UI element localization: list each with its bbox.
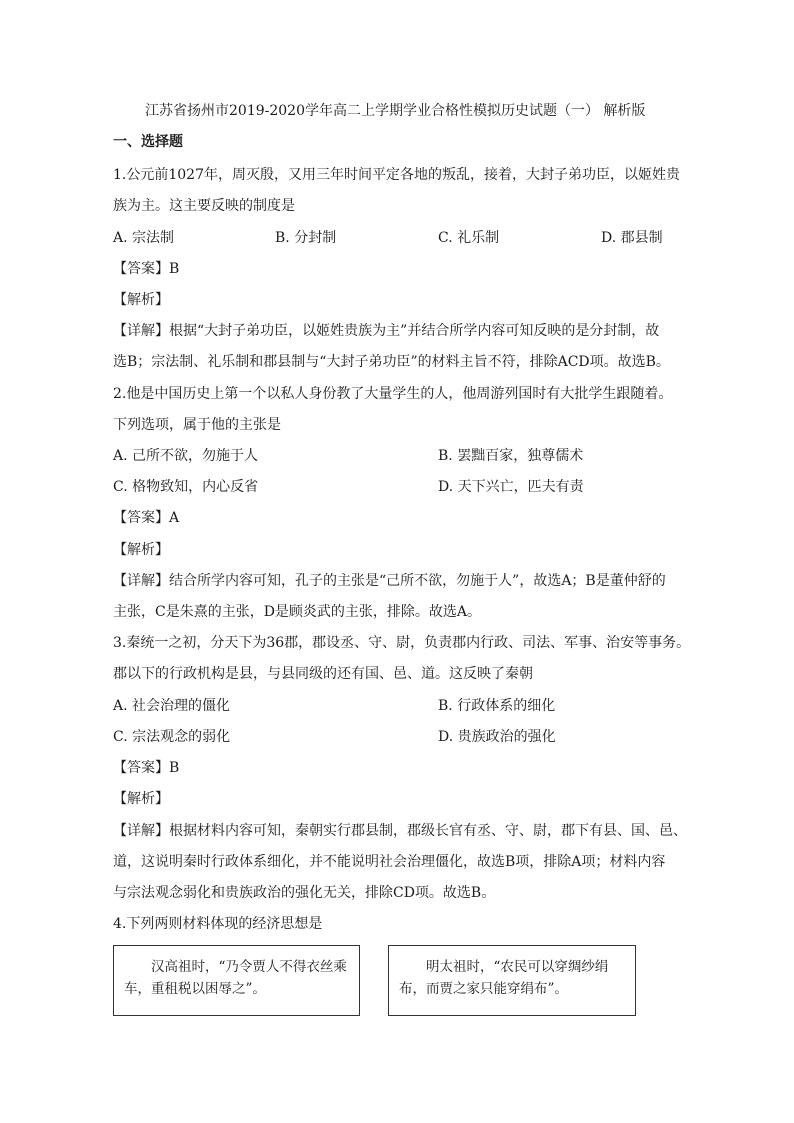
q2-stem-line: 下列选项，属于他的主张是 [113, 417, 281, 433]
q3-option-d: D. 贵族政治的强化 [438, 729, 556, 745]
q3-option-a: A. 社会治理的僵化 [113, 698, 231, 714]
q1-analysis-label: 【解析】 [113, 292, 169, 308]
material-box-left [113, 945, 360, 1016]
q3-stem-line: 3.秦统一之初，分天下为36郡，郡设丞、守、尉，负责郡内行政、司法、军事、治安等事务。 [113, 635, 691, 651]
q3-stem-line: 郡以下的行政机构是县，与县同级的还有国、邑、道。这反映了秦朝 [113, 666, 533, 682]
q1-option-b: B. 分封制 [275, 230, 337, 246]
q1-stem-line: 1.公元前1027年，周灭殷，又用三年时间平定各地的叛乱，接着，大封子弟功臣，以姬姓贵 [113, 167, 680, 183]
q4-stem-line: 4.下列两则材料体现的经济思想是 [113, 916, 323, 932]
q3-detail-line: 【详解】根据材料内容可知，秦朝实行郡县制，郡级长官有丞、守、尉，郡下有县、国、邑、 [113, 823, 687, 839]
q1-option-d: D. 郡县制 [601, 230, 663, 246]
q2-detail-line: 【详解】结合所学内容可知，孔子的主张是“己所不欲，勿施于人”，故选A；B是董仲舒的 [113, 573, 666, 589]
q2-detail-line: 主张，C是朱熹的主张，D是顾炎武的主张，排除。故选A。 [113, 604, 482, 620]
section-heading: 一、选择题 [113, 134, 183, 150]
q3-option-b: B. 行政体系的细化 [438, 698, 556, 714]
q3-option-c: C. 宗法观念的弱化 [113, 729, 231, 745]
q3-analysis-label: 【解析】 [113, 791, 169, 807]
q3-answer: 【答案】B [113, 760, 180, 776]
q2-answer: 【答案】A [113, 510, 180, 526]
q2-option-a: A. 己所不欲，勿施于人 [113, 448, 259, 464]
material-text: 汉高祖时，“乃令贾人不得衣丝乘车，重租税以困辱之”。 [124, 959, 347, 997]
q2-option-c: C. 格物致知，内心反省 [113, 479, 259, 495]
q1-answer: 【答案】B [113, 261, 180, 277]
q2-option-b: B. 罢黜百家，独尊儒术 [438, 448, 584, 464]
q1-option-a: A. 宗法制 [113, 230, 175, 246]
q2-option-d: D. 天下兴亡，匹夫有责 [438, 479, 584, 495]
q1-detail-line: 【详解】根据“大封子弟功臣，以姬姓贵族为主”并结合所学内容可知反映的是分封制，故 [113, 323, 660, 339]
material-box-right [388, 945, 636, 1016]
q2-analysis-label: 【解析】 [113, 542, 169, 558]
q2-stem-line: 2.他是中国历史上第一个以私人身份教了大量学生的人，他周游列国时有大批学生跟随着。 [113, 386, 673, 402]
material-text: 明太祖时，“农民可以穿绸纱绢布，而贾之家只能穿绢布”。 [399, 959, 609, 997]
q1-stem-line: 族为主。这主要反映的制度是 [113, 198, 295, 214]
q3-detail-line: 道，这说明秦时行政体系细化，并不能说明社会治理僵化，故选B项，排除A项；材料内容 [113, 854, 666, 870]
q1-option-c: C. 礼乐制 [438, 230, 500, 246]
q3-detail-line: 与宗法观念弱化和贵族政治的强化无关，排除CD项。故选B。 [113, 885, 496, 901]
q1-detail-line: 选B；宗法制、礼乐制和郡县制与“大封子弟功臣”的材料主旨不符，排除ACD项。故选B。 [113, 354, 670, 370]
page-title: 江苏省扬州市2019-2020学年高二上学期学业合格性模拟历史试题（一） 解析版 [145, 103, 646, 119]
